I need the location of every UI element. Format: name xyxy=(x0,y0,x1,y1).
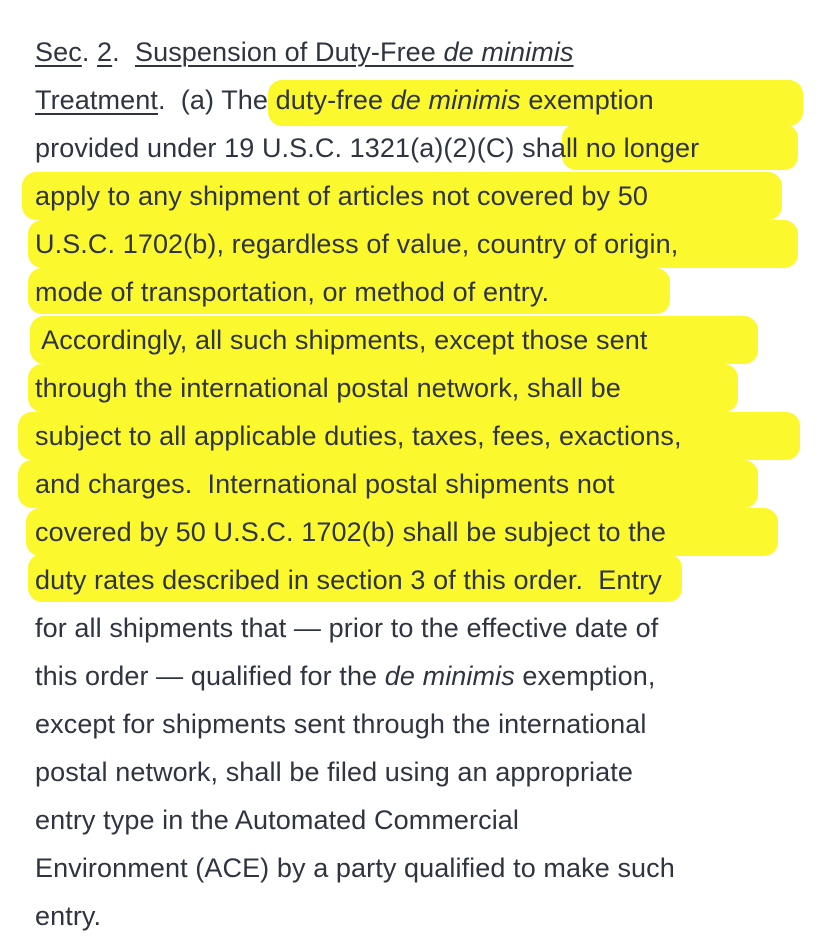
text-line-12: duty rates described in section 3 of this order. Entry xyxy=(35,565,662,595)
text-line-4: apply to any shipment of articles not covered by 50 xyxy=(35,181,648,211)
text-line-9: subject to all applicable duties, taxes, fees, exactions, xyxy=(35,421,682,451)
section-title: Suspension of Duty-Free de minimis xyxy=(134,37,574,67)
text-line-19: entry. xyxy=(35,901,102,931)
text-line-10: and charges. International postal shipments not xyxy=(35,469,615,499)
text-line-11: covered by 50 U.S.C. 1702(b) shall be subject to the xyxy=(35,517,667,547)
text-line-2: Treatment. (a) The duty-free de minimis exemption xyxy=(35,85,654,115)
section-number: 2 xyxy=(97,37,113,67)
text-line-8: through the international postal network, shall be xyxy=(35,373,621,403)
section-prefix: Sec xyxy=(35,37,82,67)
text-line-5: U.S.C. 1702(b), regardless of value, country of origin, xyxy=(35,229,679,259)
text-line-6: mode of transportation, or method of entry. xyxy=(35,277,550,307)
text-line-14: this order — qualified for the de minimis exemption, xyxy=(35,661,656,691)
text-line-15: except for shipments sent through the international xyxy=(35,709,647,739)
section-title-continued: Treatment xyxy=(35,85,158,115)
text-line-3: provided under 19 U.S.C. 1321(a)(2)(C) shall no longer xyxy=(35,133,700,163)
text-line-7: Accordingly, all such shipments, except those sent xyxy=(35,325,648,355)
text-line-18: Environment (ACE) by a party qualified to make such xyxy=(35,853,675,883)
section-heading-line: Sec. 2. Suspension of Duty-Free de minimis xyxy=(35,37,574,67)
text-line-17: entry type in the Automated Commercial xyxy=(35,805,520,835)
text-line-13: for all shipments that — prior to the effective date of xyxy=(35,613,659,643)
subsection-label: (a) xyxy=(180,85,215,115)
text-line-16: postal network, shall be filed using an appropriate xyxy=(35,757,633,787)
